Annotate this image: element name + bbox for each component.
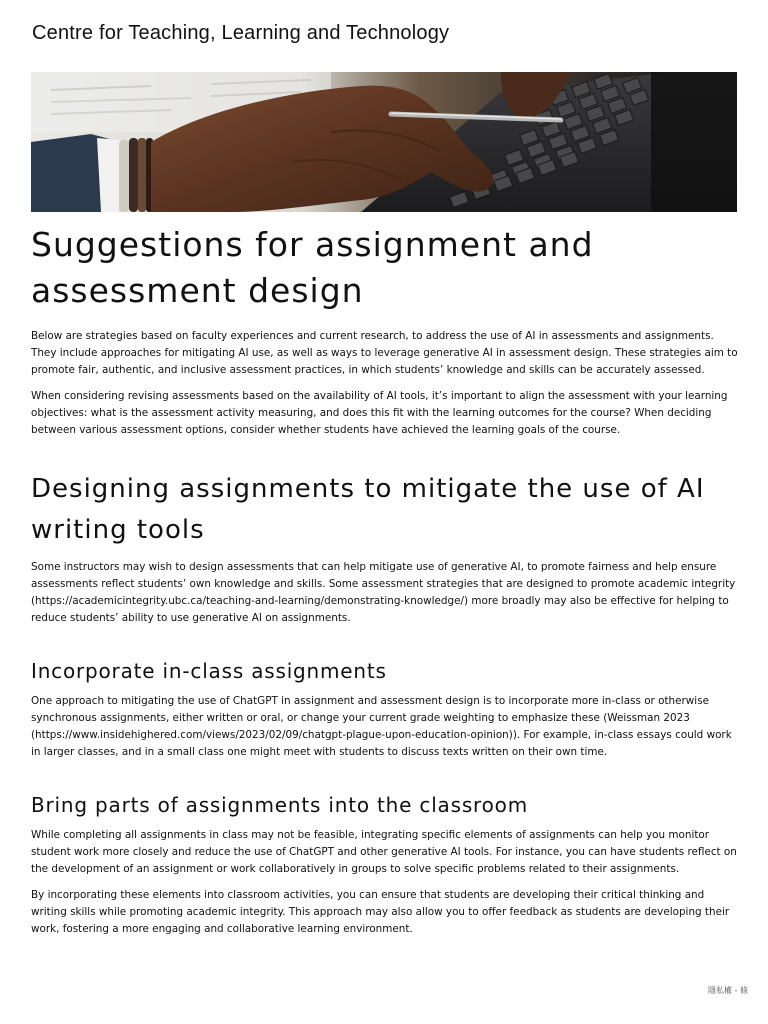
- intro-paragraph-1: Below are strategies based on faculty experiences and current research, to address the use of AI in assessments and assignments. They include approaches for mitigating AI use, as well as ways to leverage generative AI in assessment design. These strategies aim to promote fair, authentic, and inclusive assessment practices, in which students’ knowledge and skills can be accurately assessed.: [31, 330, 738, 376]
- section-heading-mitigate: Designing assignments to mitigate the use of AI writing tools: [31, 474, 705, 545]
- intro-paragraph-2: When considering revising assessments based on the availability of AI tools, it’s important to align the assessment with your learning objectives: what is the assessment activity measuring, and does this fit with the learning outcomes for the course? When deciding between various assessment options, consider whether students have achieved the learning goals of the course.: [31, 390, 728, 436]
- main-content: [31, 222, 741, 947]
- hands-typing-keyboard-photo-icon: [31, 72, 737, 212]
- section-heading-inclass: Incorporate in-class assignments: [31, 659, 387, 683]
- inclass-paragraph: [31, 693, 741, 761]
- site-title[interactable]: Centre for Teaching, Learning and Technology: [32, 22, 450, 44]
- inclass-text-after: ). For example, in-class essays could work in larger classes, and in a small class one might meet with students to discuss texts written on their own time.: [31, 729, 732, 758]
- section-heading-classroom: Bring parts of assignments into the classroom: [31, 793, 528, 817]
- classroom-paragraph-2: By incorporating these elements into classroom activities, you can ensure that students are developing their critical thinking and writing skills while promoting academic integrity. This approach may also allow you to offer feedback as students are developing their work, fostering a more engaging and collaborative learning environment.: [31, 889, 730, 935]
- academic-integrity-link[interactable]: (https://academicintegrity.ubc.ca/teaching-and-learning/demonstrating-knowledge/): [31, 595, 469, 607]
- privacy-terms-badge[interactable]: 隱私權 - 條: [708, 986, 748, 995]
- classroom-paragraph-1: While completing all assignments in class may not be feasible, integrating specific elements of assignments can help you monitor student work more closely and reduce the use of ChatGPT and other generative AI tools. For instance, you can have students reflect on the development of an assignment or work collaboratively in groups to solve specific problems related to their assignments.: [31, 829, 737, 875]
- inclass-text-before: One approach to mitigating the use of ChatGPT in assignment and assessment design is to incorporate more in-class or otherwise synchronous assignments, either written or oral, or change your current grade weighting to emphasize these (Weissman 2023: [31, 695, 709, 724]
- mitigate-paragraph: [31, 559, 741, 627]
- page-title: Suggestions for assignment and assessment design: [31, 225, 594, 310]
- hero-image: [31, 72, 737, 212]
- weissman-article-link[interactable]: (https://www.insidehighered.com/views/2023/02/09/chatgpt-plague-upon-education-opinion): [31, 729, 513, 741]
- mitigate-text-after: more broadly may also be effective for helping to reduce students’ ability to use generative AI on assignments.: [31, 595, 729, 624]
- mitigate-text-before: Some instructors may wish to design assessments that can help mitigate use of generative AI, to promote fairness and help ensure assessments reflect students’ own knowledge and skills. Some assessment strategies that are designed to promote academic integrity: [31, 561, 736, 590]
